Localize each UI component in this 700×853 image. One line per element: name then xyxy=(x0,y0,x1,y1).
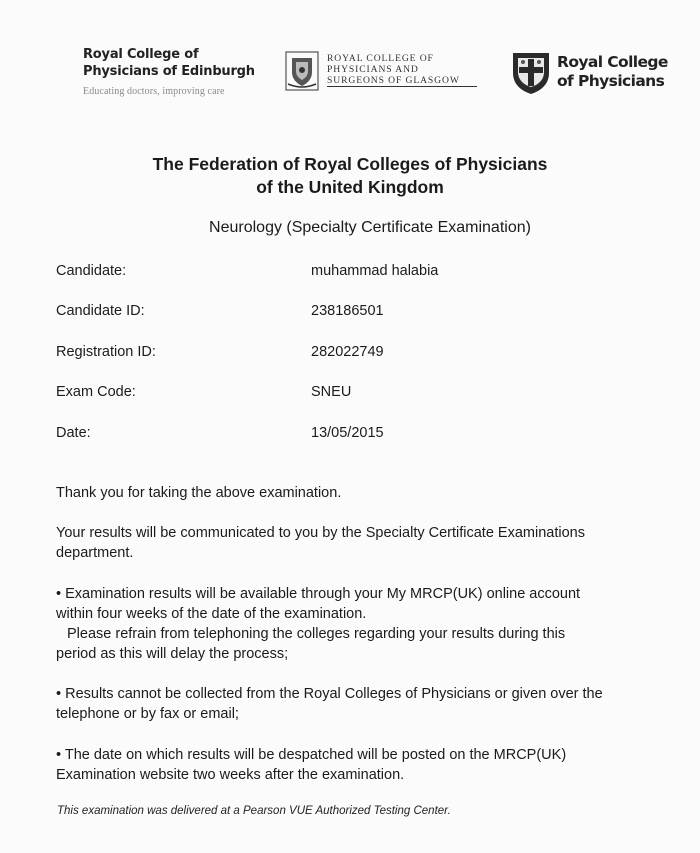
bullet-no-collection xyxy=(56,684,686,724)
thanks-text: Thank you for taking the above examination. xyxy=(56,485,342,501)
results-paragraph xyxy=(56,523,686,563)
rcpe-logo-tagline: Educating doctors, improving care xyxy=(83,86,225,97)
registration-id-value: 282022749 xyxy=(311,344,384,360)
date-label: Date: xyxy=(56,425,91,441)
bullet1-line1: • Examination results will be available through your My MRCP(UK) online account xyxy=(56,586,581,602)
rcp-logo-text xyxy=(557,53,668,91)
candidate-id-value: 238186501 xyxy=(311,303,384,319)
bullet2-line1: • Results cannot be collected from the Royal Colleges of Physicians or given over the xyxy=(56,686,603,702)
bullet1-line4: period as this will delay the process; xyxy=(56,646,289,662)
bullet3-line2: Examination website two weeks after the examination. xyxy=(56,767,405,783)
rcp-logo-line2: of Physicians xyxy=(557,72,665,90)
thanks-paragraph xyxy=(56,483,686,503)
exam-code-label: Exam Code: xyxy=(56,384,136,400)
date-value: 13/05/2015 xyxy=(311,425,384,441)
rcpsg-logo-line2: PHYSICIANS AND xyxy=(327,64,419,75)
results-line2: department. xyxy=(56,545,134,561)
registration-id-label: Registration ID: xyxy=(56,344,156,360)
rcpe-logo xyxy=(83,46,255,97)
bullet1-line3: Please refrain from telephoning the colleges regarding your results during this xyxy=(67,626,566,642)
rcpsg-logo-line3: SURGEONS OF GLASGOW xyxy=(327,75,477,87)
candidate-id-label: Candidate ID: xyxy=(56,303,145,319)
title-line1: The Federation of Royal Colleges of Physicians xyxy=(152,154,548,174)
exam-code-value: SNEU xyxy=(311,384,352,400)
candidate-label: Candidate: xyxy=(56,263,127,279)
rcpe-logo-line2: Physicians of Edinburgh xyxy=(83,64,255,79)
rcpe-logo-line1: Royal College of xyxy=(83,47,199,62)
bullet-online-results xyxy=(56,584,686,664)
document-title xyxy=(0,153,700,199)
bullet1-line2: within four weeks of the date of the examination. xyxy=(56,606,367,622)
rcp-crest-icon xyxy=(510,50,552,96)
bullet3-line1: • The date on which results will be despatched will be posted on the MRCP(UK) xyxy=(56,747,567,763)
bullet2-line2: telephone or by fax or email; xyxy=(56,706,239,722)
rcpsg-crest-icon xyxy=(283,50,321,92)
results-line1: Your results will be communicated to you by the Specialty Certificate Examinations xyxy=(56,525,585,541)
candidate-value: muhammad halabia xyxy=(311,263,439,279)
title-line2: of the United Kingdom xyxy=(256,177,444,197)
rcpsg-logo-line1: ROYAL COLLEGE OF xyxy=(327,53,434,64)
rcp-logo-line1: Royal College xyxy=(557,53,668,71)
bullet-despatch-date xyxy=(56,745,686,785)
rcpsg-logo-text xyxy=(327,53,477,87)
exam-subtitle: Neurology (Specialty Certificate Examination) xyxy=(209,219,531,236)
testing-center-footnote: This examination was delivered at a Pearson VUE Authorized Testing Center. xyxy=(57,805,451,817)
